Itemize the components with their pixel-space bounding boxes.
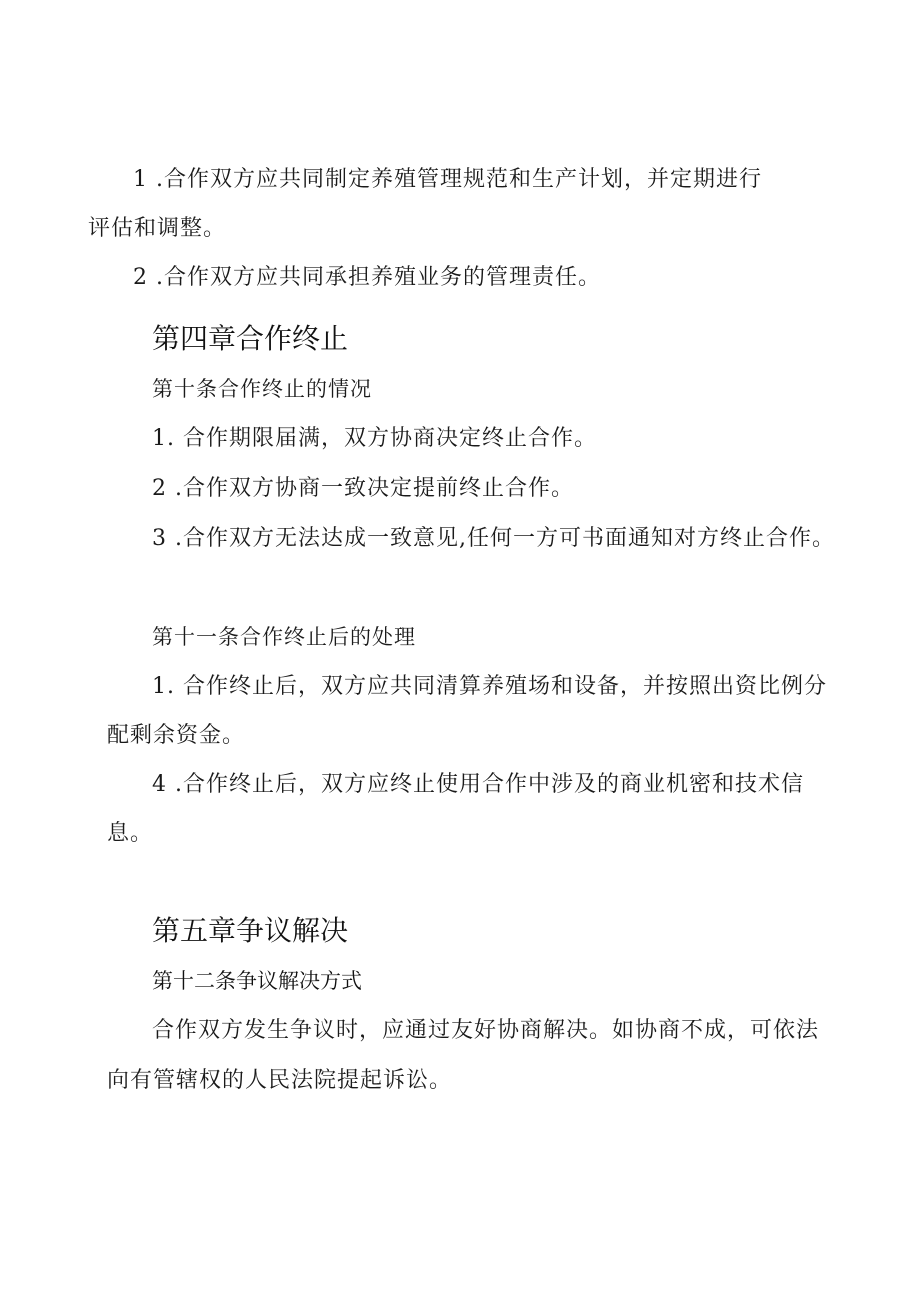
article12-para-line1: 合作双方发生争议时，应通过友好协商解决。如协商不成，可依法 — [152, 1018, 820, 1043]
section3-item2: 2 .合作双方应共同承担养殖业务的管理责任。 — [133, 265, 601, 290]
article10-item2: 2 .合作双方协商一致决定提前终止合作。 — [152, 476, 574, 501]
article12-title: 第十二条争议解决方式 — [152, 969, 362, 993]
section3-item1-line2: 评估和调整。 — [88, 216, 227, 241]
article12-para-line2: 向有管辖权的人民法院提起诉讼。 — [107, 1068, 453, 1093]
article10-item1: 1. 合作期限届满，双方协商决定终止合作。 — [152, 426, 597, 451]
chapter5-title: 第五章争议解决 — [152, 914, 349, 947]
section3-item1-line1: 1 .合作双方应共同制定养殖管理规范和生产计划，并定期进行 — [133, 167, 762, 192]
chapter4-title: 第四章合作终止 — [152, 322, 349, 355]
article11-title: 第十一条合作终止后的处理 — [152, 625, 416, 649]
article11-item1-line2: 配剩余资金。 — [107, 723, 246, 748]
article11-item1-line1: 1. 合作终止后，双方应共同清算养殖场和设备，并按照出资比例分 — [152, 674, 827, 699]
article11-item4-line2: 息。 — [107, 821, 154, 846]
article10-title: 第十条合作终止的情况 — [152, 377, 372, 401]
article10-item3: 3 .合作双方无法达成一致意见,任何一方可书面通知对方终止合作。 — [152, 526, 835, 551]
article11-item4-line1: 4 .合作终止后，双方应终止使用合作中涉及的商业机密和技术信 — [152, 772, 804, 797]
